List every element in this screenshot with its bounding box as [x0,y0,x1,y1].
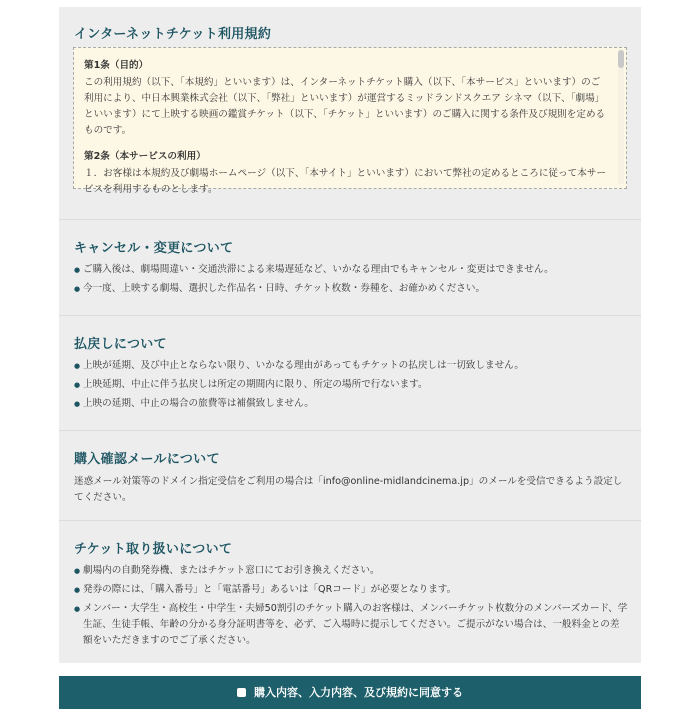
cancel-section [59,219,641,316]
cancel-title: キャンセル・変更について [74,241,234,256]
cancel-list [74,262,629,300]
refund-title: 払戻しについて [74,337,167,352]
list-item: ● 劇場内の自動発券機、またはチケット窓口にてお引き換えください。 [74,563,629,579]
ticket-title: チケット取り扱いについて [74,542,233,557]
agree-button[interactable] [59,676,641,709]
terms-scrollbar[interactable] [618,50,624,184]
terms-title: インターネットチケット利用規約 [74,27,272,42]
email-section [59,430,641,521]
email-text: 迷惑メール対策等のドメイン指定受信をご利用の場合は「info@online-midlandcinema.jp」のメールを受信できるよう設定してください。 [74,476,623,503]
terms-scroll-box[interactable] [73,47,627,195]
ticket-section [59,520,641,664]
refund-section [59,315,641,431]
agree-checkbox[interactable] [237,688,246,697]
article1-text: この利用規約（以下、「本規約」といいます）は、インターネットチケット購入（以下、「本サービス」といいます）のご利用により、中日本興業株式会社（以下、「弊社」といいます）が運営するミッドランドスクエア シネマ（以下、「劇場」といいます）にて上映する映画の鑑賞チケット（以下、「チケット」といいます）のご購入に関する条件及び規則を定めるものです。 [84,77,606,136]
list-item: ● ご購入後は、劇場間違い・交通渋滞による来場遅延など、いかなる理由でもキャンセル・変更はできません。 [74,262,629,278]
article1-title: 第1条（目的） [84,60,149,71]
list-item: ● 上映延期、中止に伴う払戻しは所定の期間内に限り、所定の場所で行ないます。 [74,377,629,393]
article2-title: 第2条（本サービスの利用） [84,151,206,162]
ticket-list [74,563,629,652]
terms-panel [59,7,641,663]
refund-list [74,358,629,415]
list-item: ● 発券の際には、「購入番号」と「電話番号」あるいは「QRコード」が必要となります。 [74,582,629,598]
list-item: ● メンバー・大学生・高校生・中学生・夫婦50割引のチケット購入のお客様は、メンバーチケット枚数分のメンバーズカード、学生証、生徒手帳、年齢の分かる身分証明書等を、必ず、ご入場時に提示してください。ご提示がない場合は、一般料金との差額をいただきますのでご了承ください。 [74,601,629,649]
terms-section [59,7,641,219]
article2-text: １．お客様は本規約及び劇場ホームページ（以下、「本サイト」といいます）において弊社の定めるところに従って本サービスを利用するものとします。 [84,168,606,195]
terms-scroll-thumb[interactable] [618,50,624,68]
list-item: ● 上映が延期、及び中止とならない限り、いかなる理由があってもチケットの払戻しは一切致しません。 [74,358,629,374]
agree-label: 購入内容、入力内容、及び規約に同意する [254,686,463,699]
list-item: ● 上映の延期、中止の場合の旅費等は補償致しません。 [74,396,629,412]
terms-content [84,58,608,208]
email-title: 購入確認メールについて [74,452,220,467]
list-item: ● 今一度、上映する劇場、選択した作品名・日時、チケット枚数・券種を、お確かめください。 [74,281,629,297]
